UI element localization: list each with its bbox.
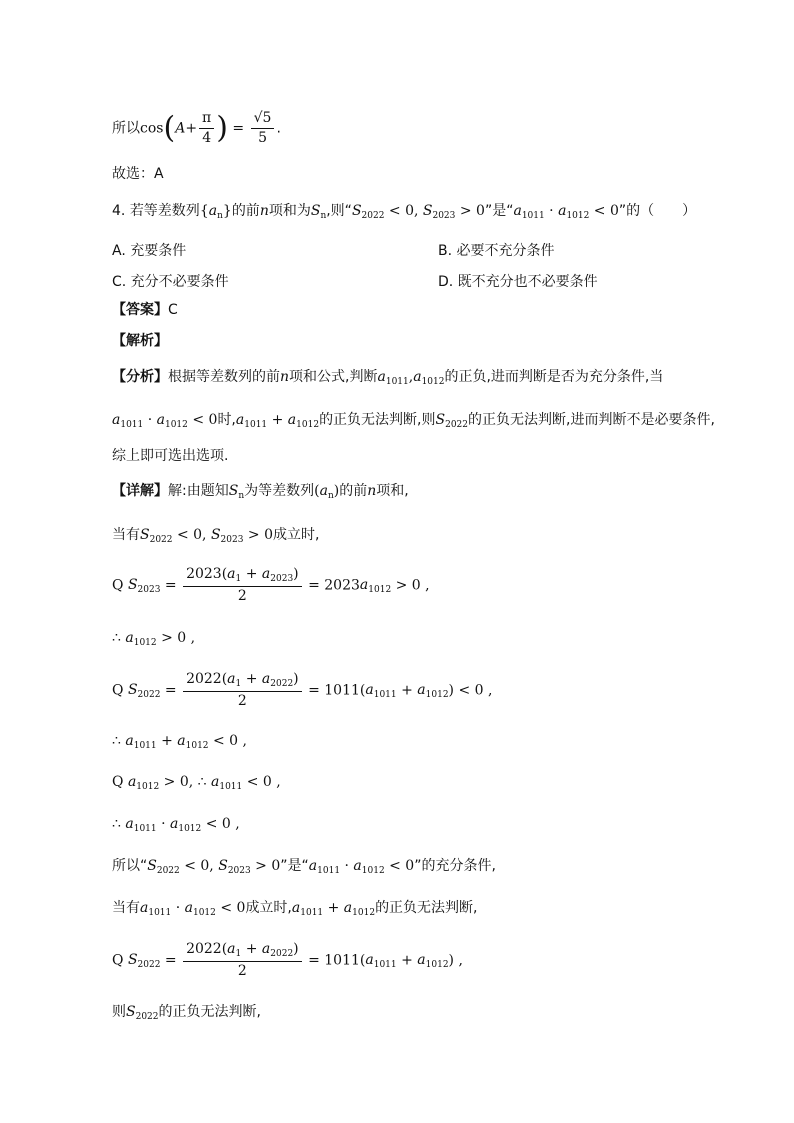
option-c: C. 充分不必要条件 bbox=[112, 274, 229, 290]
fenxi-line-2: $a_{1011} \cdot a_{1012} < 0$时$,a_{1011} + a_{1012}$的正负无法判断,则$S_{2022}$的正负无法判断,进而判断不是必要条件, bbox=[112, 412, 715, 430]
option-b: B. 必要不充分条件 bbox=[438, 243, 555, 259]
option-a: A. 充要条件 bbox=[112, 243, 187, 259]
detail-line-1: 【详解】解:由题知$S_n$为等差数列$(a_n)$的前n项和, bbox=[112, 483, 409, 501]
detail-final: 则$S_{2022}$的正负无法判断, bbox=[112, 1004, 261, 1022]
equation-s2022: Q $S_{2022}$ = $\frac{2022(a_1 + a_{2022})}{2}$ = $1011(a_{1011} + a_{1012}) < 0$ , bbox=[112, 671, 493, 709]
option-d: D. 既不充分也不必要条件 bbox=[438, 274, 598, 290]
detail-sufficient: 所以“$S_{2022} < 0$, $S_{2023} > 0$”是“$a_{1011} \cdot a_{1012} < 0$”的充分条件, bbox=[112, 858, 496, 876]
fenxi-line-3: 综上即可选出选项. bbox=[112, 448, 229, 464]
choose-line: 故选：A bbox=[112, 166, 164, 182]
question-4: 4. 若等差数列$\{a_n\}$的前n项和为$S_n$,则“$S_{2022} < 0$, $S_{2023} > 0$”是“$a_{1011} \cdot a_{1012} < 0$”的（ ） bbox=[112, 203, 697, 221]
detail-line-2: 当有$S_{2022} < 0$, $S_{2023} > 0$成立时, bbox=[112, 527, 320, 545]
fraction-sqrt5-5: $\frac{√5}{5}$ bbox=[251, 110, 275, 147]
result-line: 所以cos(A+ $\frac{\pi}{4}$ ) = $\frac{√5}{5}$ . bbox=[112, 110, 281, 146]
analysis-label: 【解析】 bbox=[112, 333, 168, 349]
fraction-pi-4: $\frac{\pi}{4}$ bbox=[199, 110, 214, 147]
equation-s2022-b: Q $S_{2022}$ = $\frac{2022(a_1 + a_{2022})}{2}$ = $1011(a_{1011} + a_{1012})$ , bbox=[112, 941, 463, 979]
equation-a1012-pos: ∴ $a_{1012} > 0$ , bbox=[112, 630, 196, 648]
answer-line: 【答案】C bbox=[112, 302, 178, 318]
fenxi-line-1: 【分析】根据等差数列的前n项和公式,判断$a_{1011},a_{1012}$的正负,进而判断是否为充分条件,当 bbox=[112, 369, 664, 387]
equation-a1011-neg: Q $a_{1012} > 0$, ∴ $a_{1011} < 0$ , bbox=[112, 774, 281, 792]
equation-s2023: Q $S_{2023}$ = $\frac{2023(a_1 + a_{2023})}{2}$ = $2023a_{1012} > 0$ , bbox=[112, 566, 430, 604]
detail-converse: 当有$a_{1011} \cdot a_{1012} < 0$成立时$,a_{1011} + a_{1012}$的正负无法判断, bbox=[112, 900, 478, 918]
equation-sum-neg: ∴ $a_{1011} + a_{1012} < 0$ , bbox=[112, 733, 247, 751]
equation-product-neg: ∴ $a_{1011} \cdot a_{1012} < 0$ , bbox=[112, 816, 240, 834]
